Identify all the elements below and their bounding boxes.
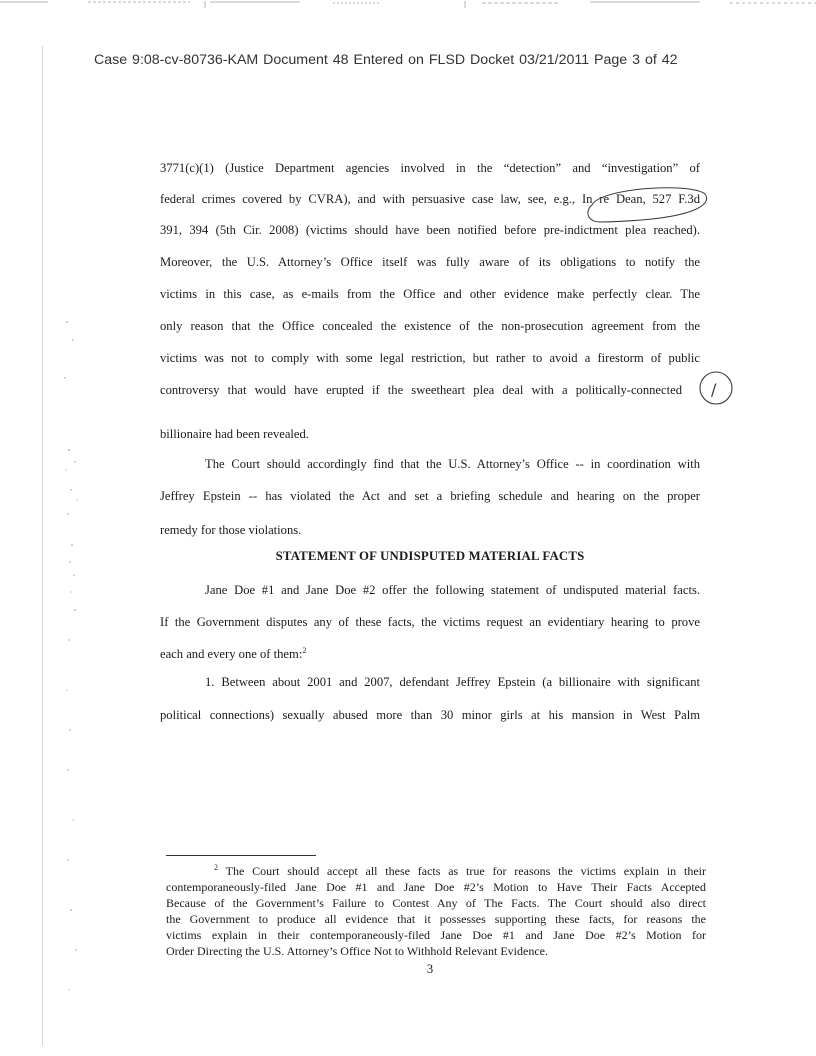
body-line: federal crimes covered by CVRA), and with persuasive case law, see, e.g., In re Dean, 527 F.3d [160,192,700,206]
case-header: Case 9:08-cv-80736-KAM Document 48 Entered on FLSD Docket 03/21/2011 Page 3 of 42 [94,52,678,68]
body-line: 3771(c)(1) (Justice Department agencies involved in the “detection” and “investigation” of [160,161,700,175]
page-number: 3 [426,962,434,976]
line-fragment: each and every one of them: [160,647,303,661]
margin-mark: / [711,380,717,399]
footnote-line: Because of the Government’s Failure to Contest Any of The Facts. The Court should also direct [166,896,706,910]
scan-edge-artifact [0,0,816,10]
body-line: victims was not to comply with some legal restriction, but rather to avoid a firestorm of public [160,351,700,365]
line-fragment: 391, 394 (5th Cir. 2008) (victims should have been notified before pre-indictment plea reached). [160,223,700,237]
body-line [160,646,700,662]
footnote-line [214,864,706,878]
body-line: Moreover, the U.S. Attorney’s Office itself was fully aware of its obligations to notify the [160,255,700,269]
footnote-reference: 2 [302,645,307,655]
footnote-line: victims explain in their contemporaneously-filed Jane Doe #1 and Jane Doe #2’s Motion for [166,928,706,942]
line-fragment: The Court should accept all these facts as true for reasons the victims explain in their [225,864,706,878]
body-line: If the Government disputes any of these facts, the victims request an evidentiary hearing to prove [160,615,700,629]
body-line: The Court should accordingly find that the U.S. Attorney’s Office -- in coordination with [205,457,700,471]
footnote-line: contemporaneously-filed Jane Doe #1 and Jane Doe #2’s Motion to Have Their Facts Accepted [166,880,706,894]
body-line: victims in this case, as e-mails from the Office and other evidence make perfectly clear. The [160,287,700,301]
body-line: remedy for those violations. [160,523,302,537]
body-line [160,222,700,238]
footnote-line: Order Directing the U.S. Attorney’s Office Not to Withhold Relevant Evidence. [166,944,548,958]
body-line: 1. Between about 2001 and 2007, defendant Jeffrey Epstein (a billionaire with significant [205,675,700,689]
footnote-line: the Government to produce all evidence that it possesses supporting these facts, for reasons the [166,912,706,926]
body-line: only reason that the Office concealed the existence of the non-prosecution agreement from the [160,319,700,333]
footnote-separator [166,855,316,856]
footnote-marker: 2 [214,863,218,872]
body-line: Jane Doe #1 and Jane Doe #2 offer the following statement of undisputed material facts. [205,583,700,597]
body-line: Jeffrey Epstein -- has violated the Act and set a briefing schedule and hearing on the proper [160,489,700,503]
scan-margin-line [42,46,43,1046]
scan-noise-specks [55,300,105,1020]
body-line: controversy that would have erupted if the sweetheart plea deal with a politically-connected [160,383,682,397]
section-heading: STATEMENT OF UNDISPUTED MATERIAL FACTS [275,549,585,563]
body-line: political connections) sexually abused more than 30 minor girls at his mansion in West Palm [160,708,700,722]
body-line: billionaire had been revealed. [160,427,309,441]
circled-mark-ring [700,372,732,404]
